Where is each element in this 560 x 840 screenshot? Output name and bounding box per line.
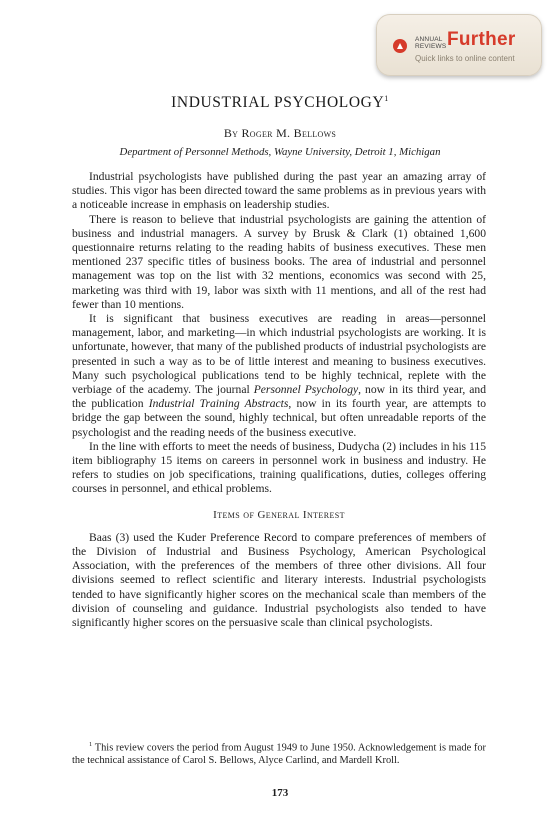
journal-title: Industrial Training Abstracts <box>148 397 289 411</box>
section-heading: Items of General Interest <box>213 508 345 521</box>
badge-annual-text: ANNUAL <box>415 36 443 43</box>
body-paragraph: Baas (3) used the Kuder Preference Record to compare preferences of members of the Division of Industrial and Business Psychology, American Psychological Association, with the preferences of the members of three other divisions. All four divisions seemed to reflect scientific and literary interests. Industrial psychologists tended to have significantly higher scores on the mechanical scale than members of the division of counseling and guidance. Industrial psychologists also tended to have significantly higher scores on the persuasive scale than clinical psychologists. <box>72 530 486 630</box>
footnote-text: This review covers the period from August 1949 to June 1950. Acknowledgement is made for the technical assistance of Carol S. Bellows, Alyce Carlind, and Mardell Kroll. <box>72 742 486 767</box>
journal-title: Personnel Psychology <box>253 383 359 397</box>
footnote <box>72 738 486 767</box>
title-footnote-marker: 1 <box>384 94 389 103</box>
article-title <box>0 94 560 112</box>
badge-subtitle: Quick links to online content <box>415 54 515 63</box>
page-number: 173 <box>271 787 289 799</box>
badge-further-word: Further <box>447 29 516 50</box>
body-paragraph: Industrial psychologists have published during the past year an amazing array of studies. This vigor has been directed toward the same problems as in previous years with a noticeable increase in emphasis on leadership studies. <box>72 170 486 212</box>
annual-reviews-logo-icon <box>393 39 407 53</box>
article-title-text: INDUSTRIAL PSYCHOLOGY <box>171 94 385 112</box>
badge-publisher-label <box>415 36 445 50</box>
further-links-badge[interactable] <box>376 14 542 76</box>
article-body <box>72 170 486 630</box>
footnote-marker: 1 <box>89 741 93 748</box>
paragraph-text: , now in its fourth year, are attempts to bridge the gap between the sound, highly technical, but often unreadable reports of the psychologist and the reading needs of the business executive. <box>72 397 486 439</box>
badge-reviews-text: REVIEWS <box>415 43 447 50</box>
paragraph-text: It is significant that business executives are reading in areas—personnel management, labor, and marketing—in which industrial psychologists are working. It is unfortunate, however, that many of the published products of industrial psychologists are presented in such a way as to be of little interest and meaning to business executives. Many such psychological publications tend to be highly technical, replete with the verbiage of the academy. The journal <box>72 312 486 397</box>
body-paragraph <box>72 312 486 440</box>
author-line: By Roger M. Bellows <box>223 126 337 140</box>
author-affiliation: Department of Personnel Methods, Wayne University, Detroit 1, Michigan <box>119 146 441 158</box>
paragraph-text: , now in its third year, and the publication <box>72 383 486 411</box>
body-paragraph: There is reason to believe that industrial psychologists are gaining the attention of business and industrial managers. A survey by Brusk & Clark (1) obtained 1,600 questionnaire returns relating to the reading habits of business executives. These men mentioned 237 specific titles of business books. The area of industrial and personnel management was top on the list with 32 mentions, economics was second with 25, marketing was third with 19, labor was sixth with 11 mentions, and all of the rest had fewer than 10 mentions. <box>72 212 486 311</box>
body-paragraph: In the line with efforts to meet the needs of business, Dudycha (2) includes in his 115 item bibliography 15 items on careers in personnel work in business and industry. He refers to studies on job specifications, training qualifications, duties, colleges offering courses in personnel, and ethical problems. <box>72 439 486 496</box>
